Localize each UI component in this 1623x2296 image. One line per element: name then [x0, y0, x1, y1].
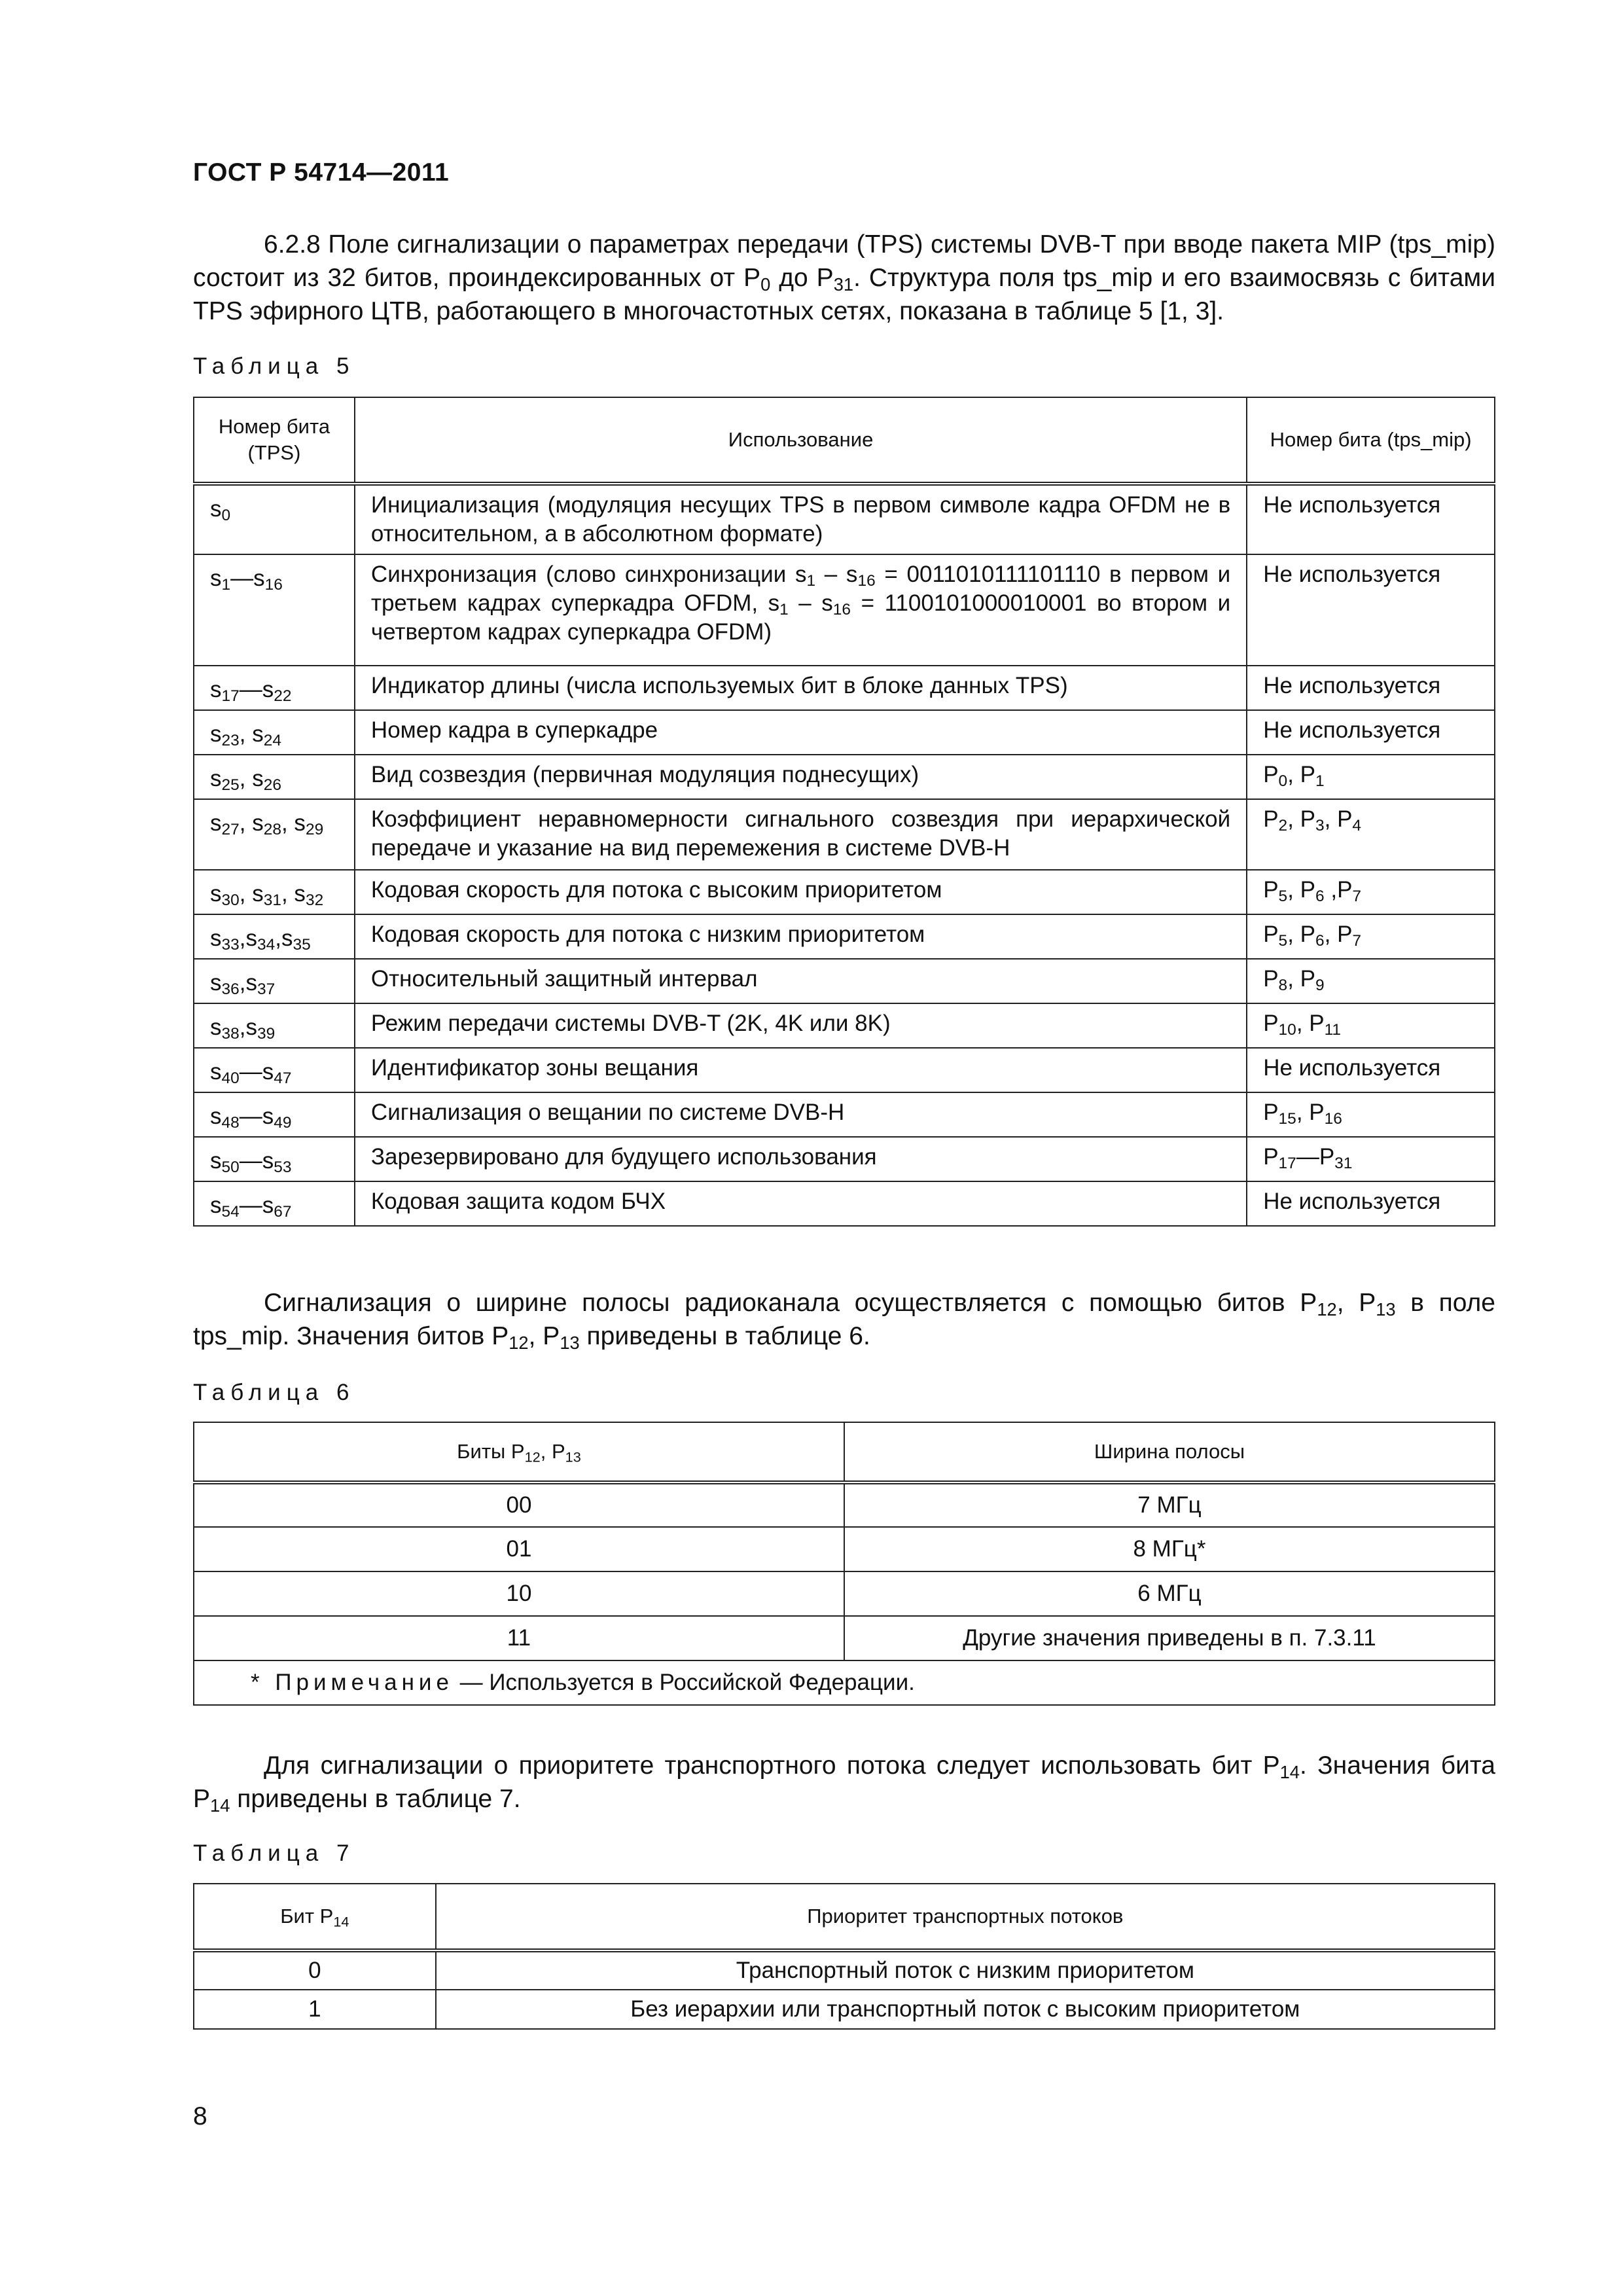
- table5-mip-cell: $P_2$, $P_3$, $P_4$: [1247, 799, 1495, 870]
- table5-row: [194, 666, 1495, 710]
- table5-caption: Таблица 5: [193, 353, 355, 379]
- table5-row: [194, 1003, 1495, 1048]
- table5-mip-cell: $P_8$, $P_9$: [1247, 959, 1495, 1003]
- table5-header-bits: Номер бита (TPS): [194, 397, 355, 484]
- table6-bits-cell: 01: [194, 1527, 844, 1571]
- table5-mip-cell: $P_{10}$, $P_{11}$: [1247, 1003, 1495, 1048]
- table6-header-width: Ширина полосы: [844, 1422, 1495, 1482]
- table5-bits-cell: $s_{54}—s_{67}$: [194, 1181, 355, 1226]
- table5-row: [194, 870, 1495, 914]
- table5-mip-cell: Не используется: [1247, 1048, 1495, 1092]
- table5-use-cell: Кодовая защита кодом БЧХ: [355, 1181, 1247, 1226]
- table5-mip-cell: Не используется: [1247, 1181, 1495, 1226]
- table5-use-cell: Идентификатор зоны вещания: [355, 1048, 1247, 1092]
- table5-row: [194, 799, 1495, 870]
- table-6: [193, 1422, 1495, 1706]
- table6-bits-cell: 10: [194, 1571, 844, 1616]
- table5-use-cell: Кодовая скорость для потока с высоким приоритетом: [355, 870, 1247, 914]
- table6-row: [194, 1527, 1495, 1571]
- paragraph-tps-structure: 6.2.8 Поле сигнализации о параметрах передачи (TPS) системы DVB-T при вводе пакета MIP (tps_mip) состоит из 32 битов, проиндексированных от $P_0$ до $P_{31}$. Структура поля tps_mip и его взаимосвязь с битами TPS эфирного ЦТВ, работающего в многочастотных сетях, показана в таблице 5 [1, 3].: [193, 230, 1495, 325]
- table6-width-cell: Другие значения приведены в п. 7.3.11: [844, 1616, 1495, 1660]
- table5-row: [194, 710, 1495, 755]
- table7-row: [194, 1990, 1495, 2029]
- table5-row: [194, 1137, 1495, 1181]
- table7-priority-cell: Без иерархии или транспортный поток с высоким приоритетом: [436, 1990, 1495, 2029]
- table5-header-row: [194, 397, 1495, 484]
- table6-row: [194, 1571, 1495, 1616]
- document-header: ГОСТ Р 54714—2011: [193, 158, 450, 187]
- table5-mip-cell: $P_5$, $P_6$, $P_7$: [1247, 914, 1495, 959]
- table6-width-cell: 6 МГц: [844, 1571, 1495, 1616]
- table5-header-use: Использование: [355, 397, 1247, 484]
- table7-header-bit: Бит $P_{14}$: [194, 1884, 436, 1950]
- table6-header-row: [194, 1422, 1495, 1482]
- table5-bits-cell: $s_{38},s_{39}$: [194, 1003, 355, 1048]
- table5-bits-cell: $s_1—s_{16}$: [194, 554, 355, 666]
- table5-mip-cell: Не используется: [1247, 710, 1495, 755]
- table5-bits-cell: $s_{25}$, $s_{26}$: [194, 755, 355, 799]
- table5-use-cell: Индикатор длины (числа используемых бит в блоке данных TPS): [355, 666, 1247, 710]
- table5-mip-cell: $P_{17}—P_{31}$: [1247, 1137, 1495, 1181]
- table5-header-mip: Номер бита (tps_mip): [1247, 397, 1495, 484]
- table7-bit-cell: 1: [194, 1990, 436, 2029]
- table5-bits-cell: $s_{17}—s_{22}$: [194, 666, 355, 710]
- note-text: — Используется в Российской Федерации.: [453, 1670, 915, 1695]
- table6-caption: Таблица 6: [193, 1380, 355, 1405]
- table5-bits-cell: $s_{27}$, $s_{28}$, $s_{29}$: [194, 799, 355, 870]
- table5-row: [194, 755, 1495, 799]
- table5-use-cell: Вид созвездия (первичная модуляция поднесущих): [355, 755, 1247, 799]
- table5-use-cell: Синхронизация (слово синхронизации $s_1 - s_{16} = 0011010111101110$ в первом и третьем кадрах суперкадра OFDM, $s_1 - s_{16} = 1100101000010001$ во втором и четвертом кадрах суперкадра OFDM): [355, 554, 1247, 666]
- table5-use-cell: Режим передачи системы DVB-T (2K, 4K или 8K): [355, 1003, 1247, 1048]
- table5-row: [194, 1092, 1495, 1137]
- table5-row: [194, 959, 1495, 1003]
- paragraph-bandwidth-signalling: Сигнализация о ширине полосы радиоканала осуществляется с помощью битов $P_{12}$, $P_{13}$ в поле tps_mip. Значения битов $P_{12}$, $P_{13}$ приведены в таблице 6.: [193, 1289, 1495, 1353]
- table5-use-cell: Относительный защитный интервал: [355, 959, 1247, 1003]
- table6-bits-cell: 00: [194, 1482, 844, 1527]
- table-7: [193, 1883, 1495, 2030]
- table5-mip-cell: $P_{15}$, $P_{16}$: [1247, 1092, 1495, 1137]
- table5-bits-cell: $s_{30}$, $s_{31}$, $s_{32}$: [194, 870, 355, 914]
- table6-row: [194, 1482, 1495, 1527]
- table7-caption: Таблица 7: [193, 1840, 355, 1866]
- table5-bits-cell: $s_{33},s_{34},s_{35}$: [194, 914, 355, 959]
- table5-row: [194, 554, 1495, 666]
- table5-use-cell: Кодовая скорость для потока с низким приоритетом: [355, 914, 1247, 959]
- table5-mip-cell: Не используется: [1247, 484, 1495, 554]
- table5-row: [194, 1181, 1495, 1226]
- table5-bits-cell: $s_0$: [194, 484, 355, 554]
- table-5: [193, 397, 1495, 1227]
- table5-bits-cell: $s_{40}—s_{47}$: [194, 1048, 355, 1092]
- table5-row: [194, 914, 1495, 959]
- table5-bits-cell: $s_{36},s_{37}$: [194, 959, 355, 1003]
- table5-mip-cell: Не используется: [1247, 666, 1495, 710]
- page-number: 8: [193, 2102, 207, 2130]
- table7-header-priority: Приоритет транспортных потоков: [436, 1884, 1495, 1950]
- table5-use-cell: Зарезервировано для будущего использования: [355, 1137, 1247, 1181]
- table5-mip-cell: Не используется: [1247, 554, 1495, 666]
- table6-width-cell: 7 МГц: [844, 1482, 1495, 1527]
- table5-row: [194, 484, 1495, 554]
- table5-use-cell: Сигнализация о вещании по системе DVB-H: [355, 1092, 1247, 1137]
- table6-note: [194, 1660, 1495, 1705]
- paragraph-priority-signalling: Для сигнализации о приоритете транспортного потока следует использовать бит $P_{14}$. Значения бита $P_{14}$ приведены в таблице 7.: [193, 1751, 1495, 1816]
- table7-row: [194, 1950, 1495, 1990]
- table6-width-cell: 8 МГц*: [844, 1527, 1495, 1571]
- table6-bits-cell: 11: [194, 1616, 844, 1660]
- table5-row: [194, 1048, 1495, 1092]
- table5-mip-cell: $P_0$, $P_1$: [1247, 755, 1495, 799]
- table5-use-cell: Инициализация (модуляция несущих TPS в первом символе кадра OFDM не в относительном, а в абсолютном формате): [355, 484, 1247, 554]
- table6-note-row: [194, 1660, 1495, 1705]
- table5-use-cell: Номер кадра в суперкадре: [355, 710, 1247, 755]
- table5-use-cell: Коэффициент неравномерности сигнального созвездия при иерархической передаче и указание на вид перемежения в системе DVB-H: [355, 799, 1247, 870]
- table6-header-bits: Биты $P_{12}$, $P_{13}$: [194, 1422, 844, 1482]
- table7-bit-cell: 0: [194, 1950, 436, 1990]
- table7-priority-cell: Транспортный поток с низким приоритетом: [436, 1950, 1495, 1990]
- table6-row: [194, 1616, 1495, 1660]
- table7-header-row: [194, 1884, 1495, 1950]
- table5-bits-cell: $s_{23}$, $s_{24}$: [194, 710, 355, 755]
- note-label: * Примечание: [251, 1670, 454, 1695]
- table5-bits-cell: $s_{48}—s_{49}$: [194, 1092, 355, 1137]
- table5-bits-cell: $s_{50}—s_{53}$: [194, 1137, 355, 1181]
- table5-mip-cell: $P_5$, $P_6$ $,P_7$: [1247, 870, 1495, 914]
